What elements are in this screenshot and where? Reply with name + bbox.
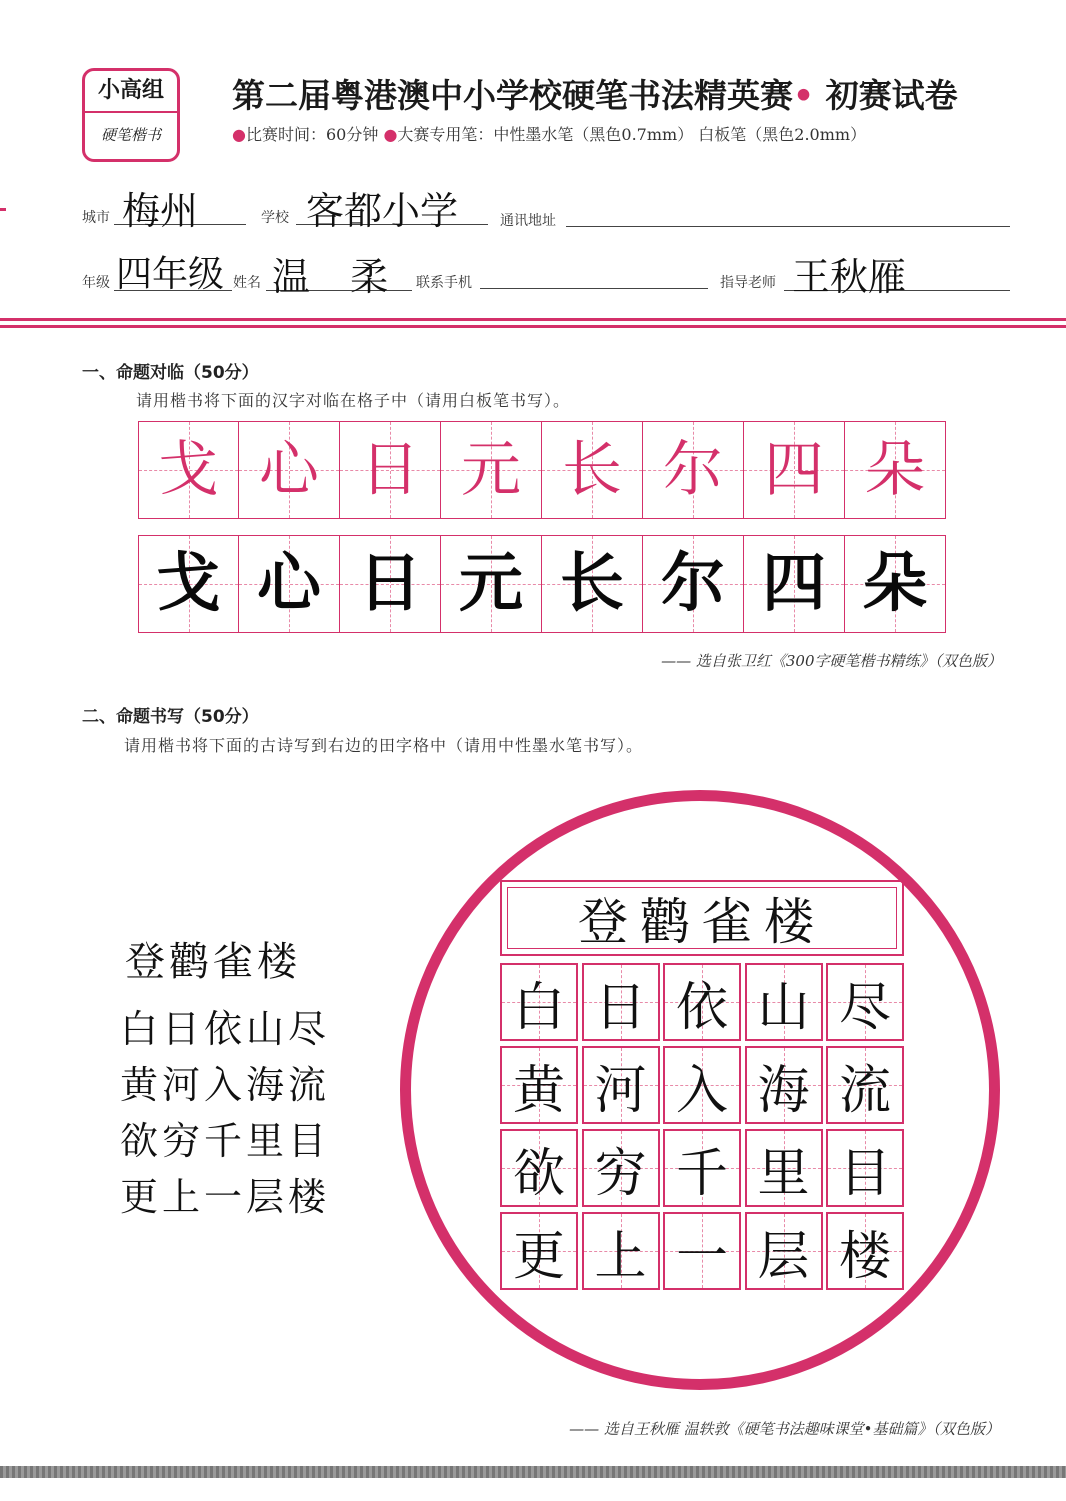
poem-grid-cell bbox=[663, 1046, 741, 1124]
poem-line: 黄河入海流 bbox=[120, 1063, 331, 1107]
written-title-box bbox=[500, 880, 904, 956]
poem-grid-char: 尽 bbox=[838, 977, 891, 1038]
page-subtitle bbox=[232, 122, 866, 145]
poem-grid-char: 入 bbox=[675, 1060, 728, 1121]
bottom-scan-bar bbox=[0, 1466, 1066, 1478]
poem-grid-char: 流 bbox=[838, 1060, 891, 1121]
written-cell bbox=[744, 535, 845, 633]
poem-line: 白日依山尽 bbox=[120, 1007, 331, 1051]
poem-grid-char: 依 bbox=[675, 977, 728, 1038]
model-char: 戈 bbox=[158, 435, 219, 505]
poem-grid-cell bbox=[500, 1046, 578, 1124]
model-cell bbox=[542, 421, 643, 519]
poem-grid-cell bbox=[826, 1046, 904, 1124]
model-cell bbox=[340, 421, 441, 519]
poem-grid-char: 层 bbox=[757, 1226, 810, 1287]
written-char: 戈 bbox=[156, 547, 221, 621]
title-tail: 初赛试卷 bbox=[814, 76, 958, 115]
written-cell bbox=[845, 535, 946, 633]
city-value: 梅州 bbox=[122, 189, 199, 233]
poem-grid-cell bbox=[663, 1212, 741, 1290]
model-char: 朵 bbox=[865, 435, 925, 505]
group-badge bbox=[82, 68, 180, 162]
written-cell bbox=[239, 535, 340, 633]
poem-grid-char: 白 bbox=[512, 977, 565, 1038]
poem-grid-cell bbox=[826, 1129, 904, 1207]
page-title bbox=[232, 70, 958, 117]
model-char-grid bbox=[138, 421, 946, 519]
model-char: 尔 bbox=[663, 435, 723, 505]
model-char: 元 bbox=[461, 435, 521, 505]
city-field[interactable] bbox=[114, 178, 246, 233]
poem-grid-char: 上 bbox=[594, 1226, 647, 1287]
city-label: 城市 bbox=[82, 210, 110, 226]
poem-grid-char: 黄 bbox=[512, 1060, 565, 1121]
school-field[interactable] bbox=[296, 178, 488, 233]
written-cell bbox=[441, 535, 542, 633]
teacher-value: 王秋雁 bbox=[792, 255, 907, 299]
phone-field[interactable] bbox=[480, 262, 708, 289]
poem-grid-cell bbox=[582, 963, 660, 1041]
written-char: 朵 bbox=[863, 547, 927, 621]
section1-source: —— 选自张卫红《300字硬笔楷书精练》（双色版） bbox=[661, 652, 1002, 670]
model-cell bbox=[845, 421, 946, 519]
model-char: 长 bbox=[562, 435, 622, 505]
teacher-field[interactable] bbox=[784, 244, 1010, 299]
title-dot: • bbox=[793, 76, 815, 115]
bullet-dot: ● bbox=[232, 125, 246, 144]
poem-grid-char: 欲 bbox=[512, 1143, 565, 1204]
model-cell bbox=[441, 421, 542, 519]
poem-grid-cell bbox=[745, 1212, 823, 1290]
section2-title: 二、命题书写（50分） bbox=[82, 707, 259, 727]
model-char: 心 bbox=[259, 435, 319, 505]
section1-instruction: 请用楷书将下面的汉字对临在格子中（请用白板笔书写）。 bbox=[136, 391, 571, 410]
poem-grid-cell bbox=[826, 963, 904, 1041]
poem-line: 更上一层楼 bbox=[120, 1175, 331, 1219]
poem-grid-char: 穷 bbox=[594, 1143, 647, 1204]
poem-line: 欲穷千里目 bbox=[120, 1119, 331, 1163]
poem-grid-cell bbox=[663, 963, 741, 1041]
poem-grid-cell bbox=[500, 963, 578, 1041]
section1-title: 一、命题对临（50分） bbox=[82, 363, 259, 383]
exam-time: 比赛时间：60分钟 bbox=[245, 125, 379, 144]
written-char: 长 bbox=[560, 547, 624, 621]
written-cell bbox=[340, 535, 441, 633]
poem-grid-char: 一 bbox=[675, 1226, 728, 1287]
model-cell bbox=[643, 421, 744, 519]
model-cell bbox=[744, 421, 845, 519]
poem-grid-cell bbox=[500, 1129, 578, 1207]
poem-grid-char: 目 bbox=[838, 1143, 891, 1204]
model-cell bbox=[239, 421, 340, 519]
address-field[interactable] bbox=[566, 200, 1010, 227]
written-title: 登鹳雀楼 bbox=[578, 893, 826, 951]
address-label: 通讯地址 bbox=[500, 213, 556, 229]
name-field[interactable] bbox=[266, 244, 412, 299]
poem-grid-cell bbox=[663, 1129, 741, 1207]
margin-mark bbox=[0, 208, 6, 211]
phone-label: 联系手机 bbox=[416, 275, 472, 291]
badge-style-label: 硬笔楷书 bbox=[100, 126, 161, 144]
poem-grid-char: 千 bbox=[675, 1143, 728, 1204]
poem-grid-cell bbox=[745, 963, 823, 1041]
model-char: 日 bbox=[360, 435, 420, 505]
poem-grid-cell bbox=[826, 1212, 904, 1290]
grade-label: 年级 bbox=[82, 275, 110, 291]
poem-grid-char: 楼 bbox=[838, 1226, 891, 1287]
written-cell bbox=[542, 535, 643, 633]
badge-group-label: 小高组 bbox=[85, 71, 177, 113]
poem-grid-cell bbox=[582, 1212, 660, 1290]
poem-grid-cell bbox=[500, 1212, 578, 1290]
written-char: 四 bbox=[762, 547, 826, 621]
divider-rule bbox=[0, 318, 1066, 321]
written-char: 尔 bbox=[661, 547, 725, 621]
poem-grid-char: 河 bbox=[594, 1060, 647, 1121]
grade-field[interactable] bbox=[114, 244, 232, 295]
pen-requirement: 大赛专用笔：中性墨水笔（黑色0.7mm） 白板笔（黑色2.0mm） bbox=[397, 125, 867, 144]
written-char-grid bbox=[138, 535, 946, 633]
poem-grid-char: 海 bbox=[757, 1060, 810, 1121]
poem-grid-cell bbox=[745, 1129, 823, 1207]
written-cell bbox=[643, 535, 744, 633]
poem-title: 登鹳雀楼 bbox=[125, 939, 301, 985]
section2-source: —— 选自王秋雁 温轶敦《硬笔书法趣味课堂•基础篇》（双色版） bbox=[569, 1420, 1000, 1438]
written-char: 日 bbox=[358, 547, 422, 621]
written-cell bbox=[138, 535, 239, 633]
divider-rule bbox=[0, 325, 1066, 328]
written-char: 元 bbox=[459, 547, 523, 621]
model-char: 四 bbox=[764, 435, 824, 505]
school-label: 学校 bbox=[261, 210, 289, 226]
grade-value: 四年级 bbox=[116, 254, 225, 295]
written-char: 心 bbox=[257, 547, 321, 621]
poem-grid-cell bbox=[582, 1129, 660, 1207]
poem-grid-cell bbox=[745, 1046, 823, 1124]
poem-grid-char: 山 bbox=[757, 977, 810, 1038]
title-main: 第二届粤港澳中小学校硬笔书法精英赛 bbox=[232, 76, 793, 115]
poem-grid-char: 更 bbox=[512, 1226, 565, 1287]
poem-grid-char: 里 bbox=[757, 1143, 810, 1204]
teacher-label: 指导老师 bbox=[720, 275, 776, 291]
poem-grid-char: 日 bbox=[594, 977, 647, 1038]
name-label: 姓名 bbox=[233, 275, 261, 291]
name-value: 温 柔 bbox=[272, 255, 403, 299]
model-cell bbox=[138, 421, 239, 519]
bullet-dot: ● bbox=[383, 125, 398, 144]
poem-grid-cell bbox=[582, 1046, 660, 1124]
section2-instruction: 请用楷书将下面的古诗写到右边的田字格中（请用中性墨水笔书写）。 bbox=[124, 736, 644, 755]
school-value: 客都小学 bbox=[306, 189, 459, 233]
